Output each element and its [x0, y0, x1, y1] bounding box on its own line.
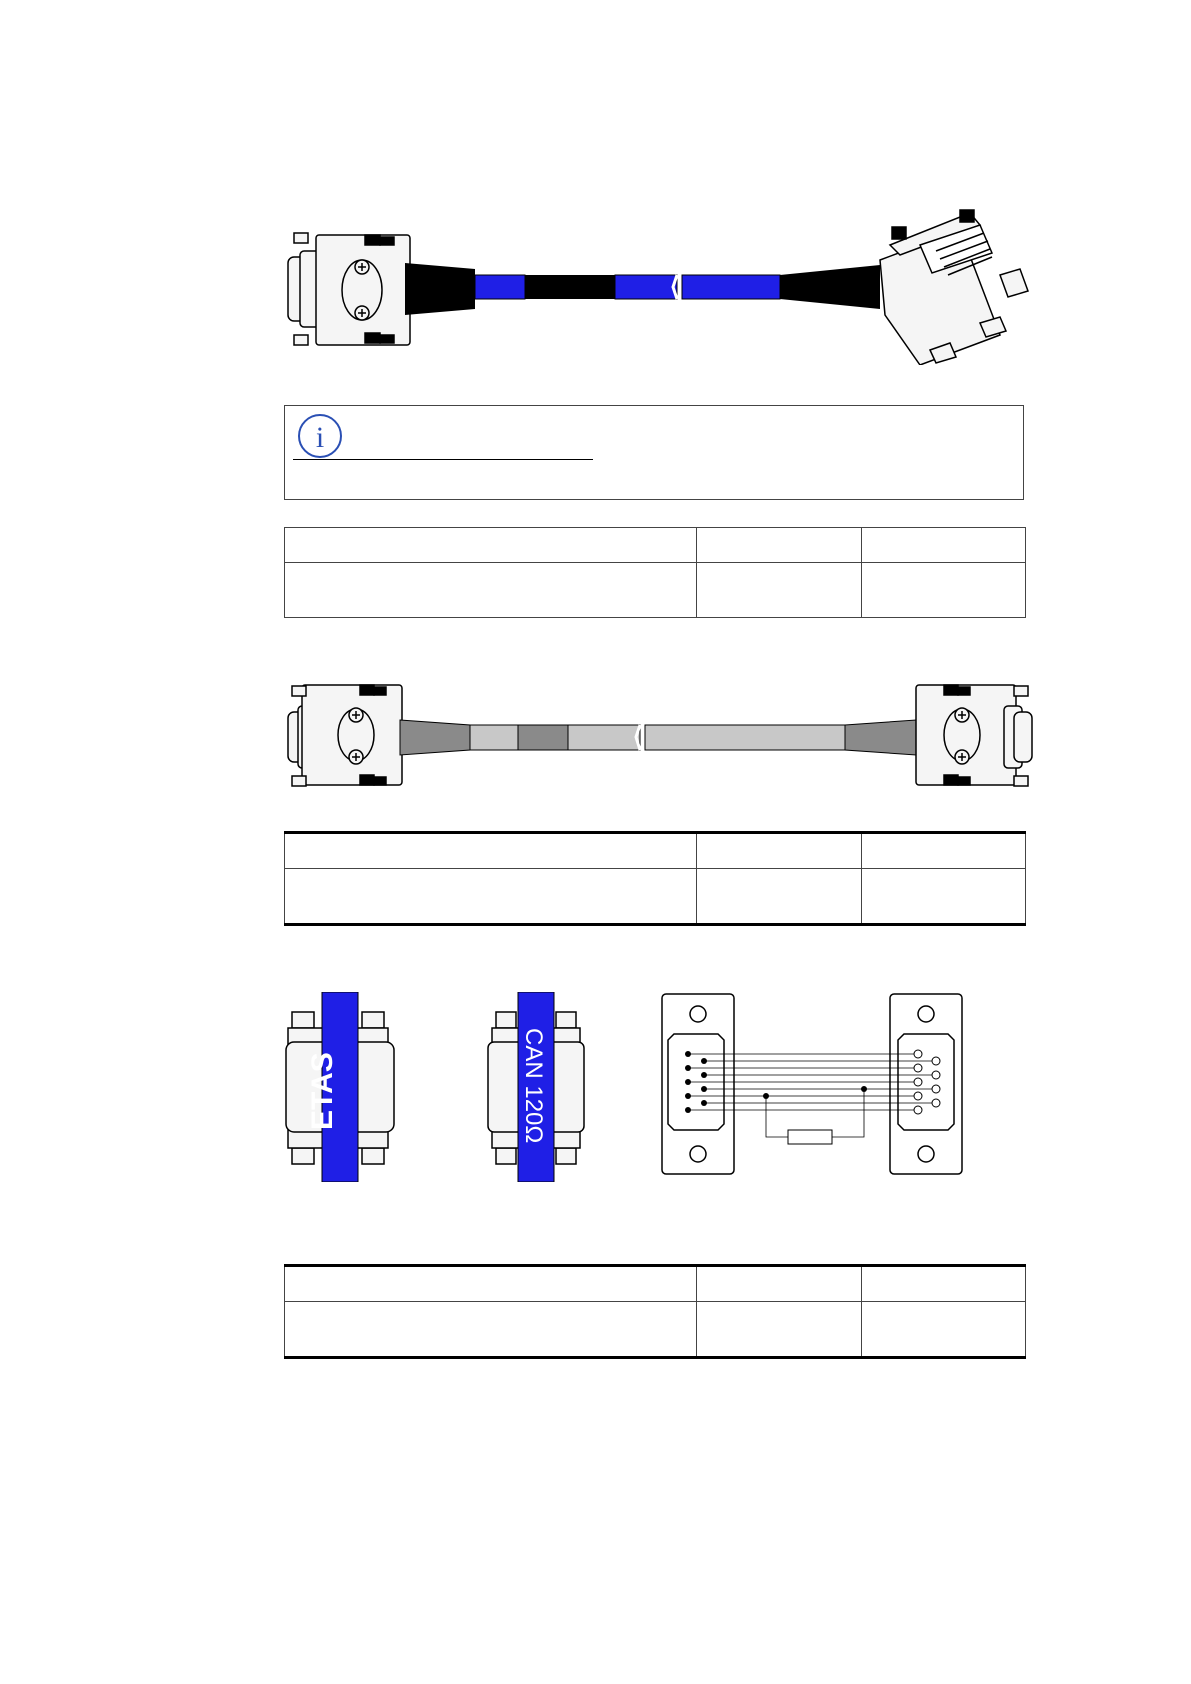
- can-label: CAN 120Ω: [520, 1028, 547, 1144]
- table-row: [285, 1302, 1026, 1358]
- table-header-cell: [862, 528, 1026, 563]
- left-cable-boot: [405, 263, 475, 315]
- order-table-1: [284, 527, 1026, 618]
- left-cable-boot: [400, 720, 470, 755]
- table-cell: [697, 1302, 862, 1358]
- etas-label: ETAS: [306, 1052, 339, 1130]
- right-cable-boot: [845, 720, 916, 755]
- order-table-2: [284, 831, 1026, 926]
- table-header-row: [285, 1266, 1026, 1302]
- table-header-cell: [697, 528, 862, 563]
- can-terminator-illustration: [486, 992, 596, 1182]
- note-box: [284, 405, 1024, 500]
- cable-blue-segment: [475, 275, 525, 299]
- table-header-row: [285, 833, 1026, 869]
- table-cell: [285, 1302, 697, 1358]
- cable-grey-segment: [470, 725, 518, 750]
- table-row: [285, 869, 1026, 925]
- table-cell: [697, 869, 862, 925]
- table-cell: [862, 563, 1026, 618]
- table-cell: [285, 563, 697, 618]
- table-header-cell: [697, 833, 862, 869]
- order-table-3: [284, 1264, 1026, 1359]
- right-dsub-connector-angled: [880, 210, 1028, 365]
- info-icon: i: [298, 414, 342, 458]
- termination-resistor: [788, 1130, 832, 1144]
- left-dsub-connector: [288, 685, 402, 786]
- table-cell: [862, 1302, 1026, 1358]
- table-cell: [697, 563, 862, 618]
- right-dsub-connector: [916, 685, 1032, 786]
- etas-adapter-illustration: [282, 992, 412, 1182]
- cable-illustration-blue: [280, 205, 1040, 365]
- cable-illustration-grey: [280, 680, 1040, 795]
- table-header-cell: [285, 833, 697, 869]
- table-row: [285, 563, 1026, 618]
- table-header-cell: [862, 833, 1026, 869]
- left-dsub-connector: [288, 233, 410, 345]
- table-header-row: [285, 528, 1026, 563]
- table-header-cell: [862, 1266, 1026, 1302]
- table-header-cell: [285, 528, 697, 563]
- table-cell: [285, 869, 697, 925]
- table-cell: [862, 869, 1026, 925]
- table-header-cell: [285, 1266, 697, 1302]
- note-divider: [293, 459, 593, 460]
- table-header-cell: [697, 1266, 862, 1302]
- can-terminator-wiring-schematic: [660, 992, 970, 1177]
